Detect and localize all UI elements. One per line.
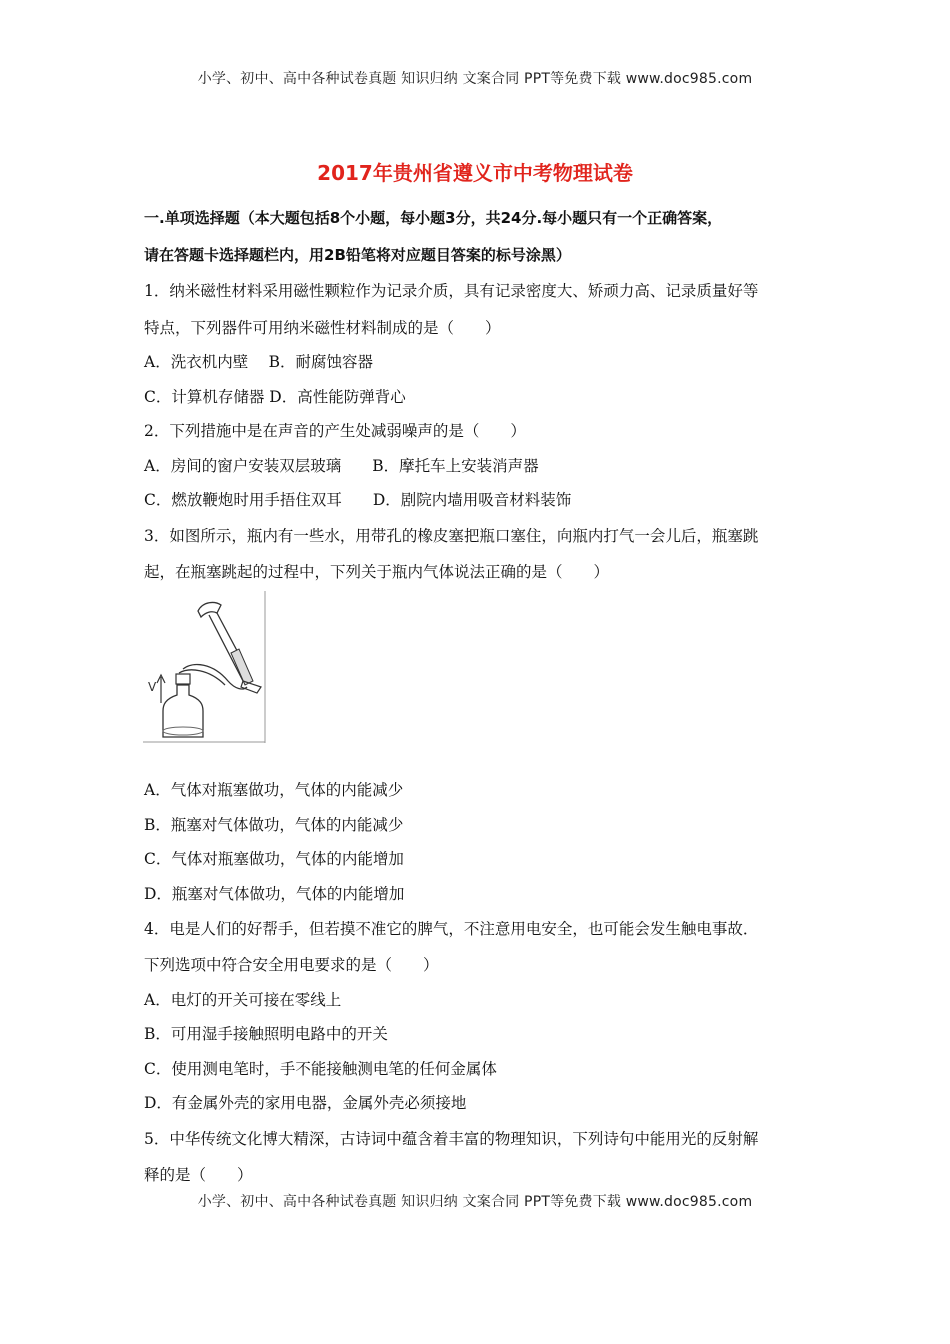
section-heading-line1: 一.单项选择题（本大题包括8个小题，每小题3分，共24分.每小题只有一个正确答案， [144, 209, 723, 227]
page-title: 2017年贵州省遵义市中考物理试卷 [317, 161, 633, 185]
q2-options-cd: C．燃放鞭炮时用手捂住双耳 D．剧院内墙用吸音材料装饰 [144, 491, 572, 509]
q4-option-c: C．使用测电笔时，手不能接触测电笔的任何金属体 [144, 1060, 497, 1078]
q2-options-ab: A．房间的窗户安装双层玻璃 B．摩托车上安装消声器 [144, 457, 539, 475]
q3-option-d: D．瓶塞对气体做功，气体的内能增加 [144, 885, 405, 903]
section-heading-line2: 请在答题卡选择题栏内，用2B铅笔将对应题目答案的标号涂黑） [144, 246, 571, 264]
q1-options-ab: A．洗衣机内壁 B．耐腐蚀容器 [144, 353, 374, 371]
page-footer: 小学、初中、高中各种试卷真题 知识归纳 文案合同 PPT等免费下载 www.doc985.com [197, 1194, 753, 1210]
q4-option-a: A．电灯的开关可接在零线上 [144, 991, 342, 1009]
page-header: 小学、初中、高中各种试卷真题 知识归纳 文案合同 PPT等免费下载 www.doc985.com [197, 71, 753, 87]
q3-option-c: C．气体对瓶塞做功，气体的内能增加 [144, 850, 404, 868]
q3-option-a: A．气体对瓶塞做功，气体的内能减少 [144, 781, 404, 799]
q3-stem-line1: 3．如图所示，瓶内有一些水，用带孔的橡皮塞把瓶口塞住，向瓶内打气一会儿后，瓶塞跳 [144, 527, 759, 545]
q5-stem-line2: 释的是（ ） [144, 1166, 253, 1184]
velocity-label: V [148, 680, 157, 694]
q4-option-b: B．可用湿手接触照明电路中的开关 [144, 1025, 388, 1043]
q3-stem-line2: 起，在瓶塞跳起的过程中，下列关于瓶内气体说法正确的是（ ） [144, 563, 610, 581]
bottle-pump-figure [143, 591, 267, 743]
q3-option-b: B．瓶塞对气体做功，气体的内能减少 [144, 816, 404, 834]
q1-stem-line2: 特点，下列器件可用纳米磁性材料制成的是（ ） [144, 319, 501, 337]
q2-stem: 2．下列措施中是在声音的产生处减弱噪声的是（ ） [144, 422, 526, 440]
q1-stem-line1: 1．纳米磁性材料采用磁性颗粒作为记录介质，具有记录密度大、矫顽力高、记录质量好等 [144, 282, 759, 300]
q4-stem-line1: 4．电是人们的好帮手，但若摸不准它的脾气，不注意用电安全，也可能会发生触电事故． [144, 920, 759, 938]
q4-option-d: D．有金属外壳的家用电器，金属外壳必须接地 [144, 1094, 467, 1112]
q1-options-cd: C．计算机存储器 D．高性能防弹背心 [144, 388, 406, 406]
q4-stem-line2: 下列选项中符合安全用电要求的是（ ） [144, 956, 439, 974]
q5-stem-line1: 5．中华传统文化博大精深，古诗词中蕴含着丰富的物理知识，下列诗句中能用光的反射解 [144, 1130, 759, 1148]
